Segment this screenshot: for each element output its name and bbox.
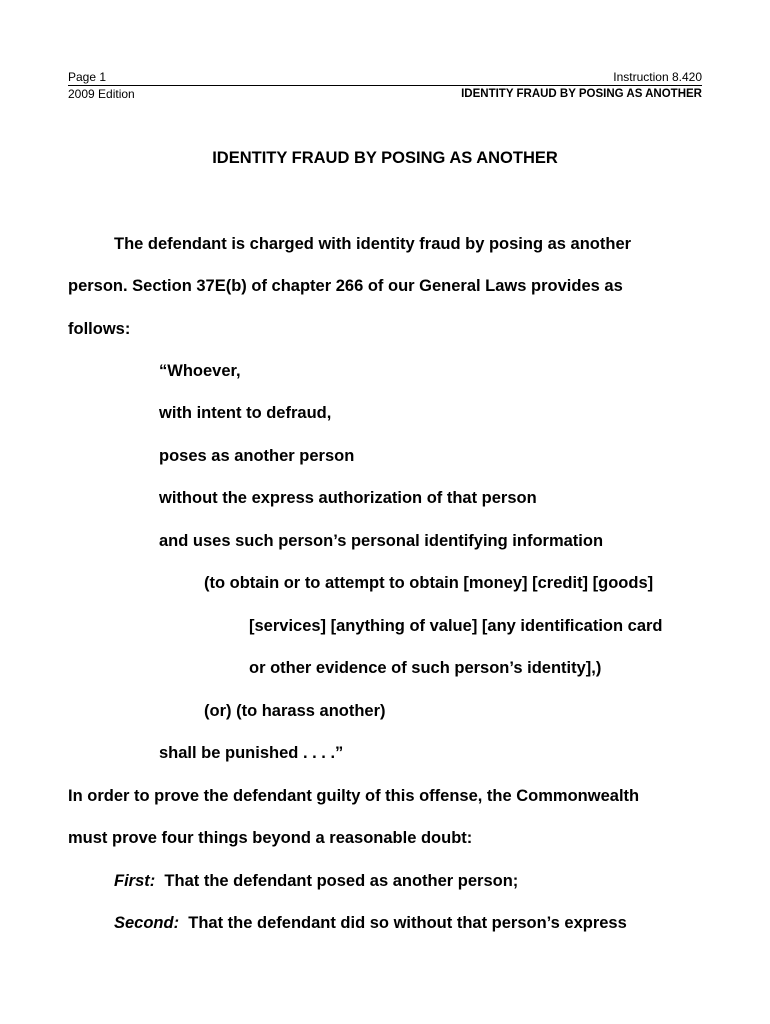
statute-line-9: (or) (to harass another): [204, 702, 386, 720]
running-title: IDENTITY FRAUD BY POSING AS ANOTHER: [461, 88, 702, 100]
element-label: First:: [114, 872, 156, 890]
statute-line-2: with intent to defraud,: [159, 404, 332, 422]
element-label: Second:: [114, 914, 180, 932]
statute-line-6: (to obtain or to attempt to obtain [money] [credit] [goods]: [204, 574, 654, 592]
statute-line-1: “Whoever,: [159, 362, 241, 380]
statute-line-3: poses as another person: [159, 447, 355, 465]
edition-label: 2009 Edition: [68, 87, 135, 101]
intro-line-3: follows:: [68, 320, 131, 338]
element-item-second: [114, 911, 627, 935]
statute-line-10: shall be punished . . . .”: [159, 744, 344, 762]
page-number: Page 1: [68, 70, 107, 84]
running-header-bottom: [68, 87, 702, 101]
intro-line-2: person. Section 37E(b) of chapter 266 of our General Laws provides as: [68, 277, 623, 295]
statute-line-5: and uses such person’s personal identifying information: [159, 532, 604, 550]
statute-line-7: [services] [anything of value] [any identification card: [249, 617, 663, 635]
running-header-top: [68, 70, 702, 86]
page-title: IDENTITY FRAUD BY POSING AS ANOTHER: [212, 149, 558, 167]
element-item-first: [114, 869, 518, 893]
element-text: That the defendant did so without that person’s express: [188, 914, 627, 932]
intro-line-1: The defendant is charged with identity fraud by posing as another: [114, 235, 632, 253]
elements-intro-line-1: In order to prove the defendant guilty of this offense, the Commonwealth: [68, 787, 640, 805]
statute-line-4: without the express authorization of that person: [159, 489, 537, 507]
statute-line-8: or other evidence of such person’s identity],): [249, 659, 602, 677]
instruction-number: Instruction 8.420: [613, 70, 702, 84]
elements-intro-line-2: must prove four things beyond a reasonable doubt:: [68, 829, 473, 847]
element-text: That the defendant posed as another person;: [164, 872, 519, 890]
